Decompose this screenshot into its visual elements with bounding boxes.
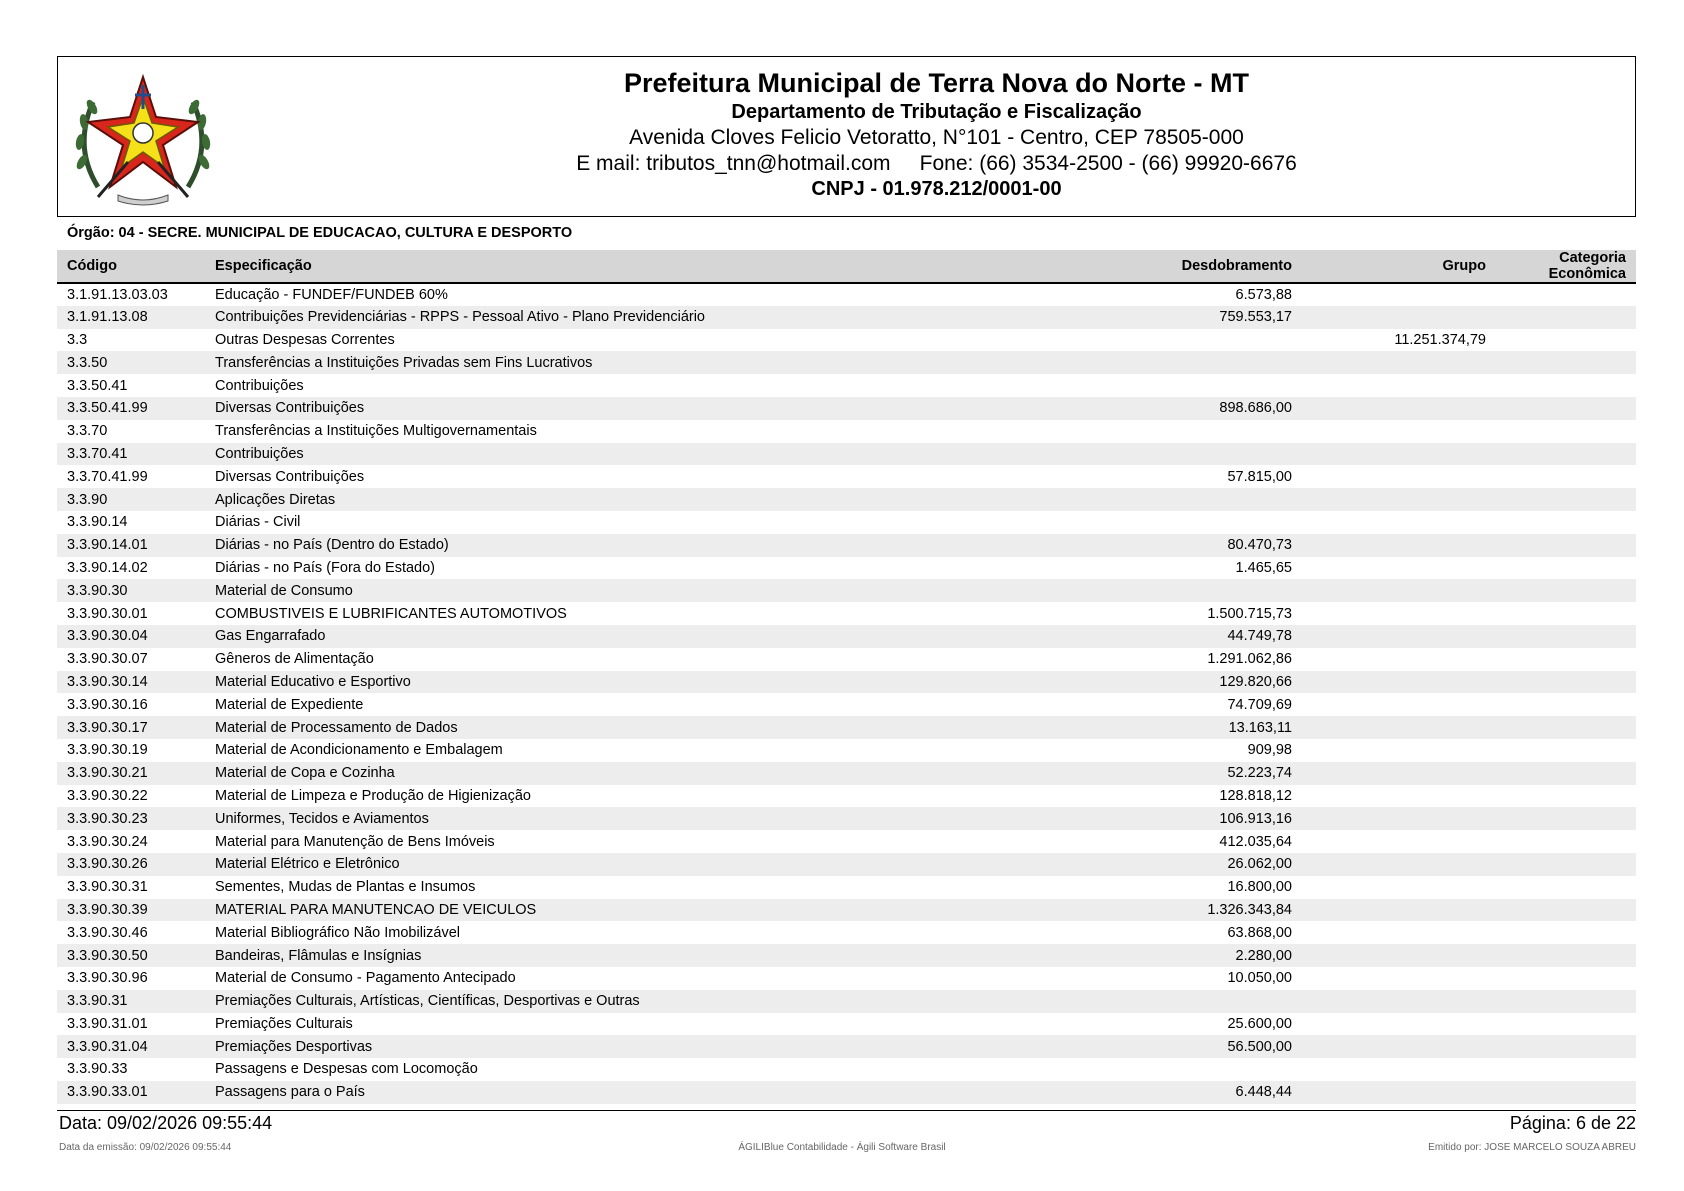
cell-especificacao: MATERIAL PARA MANUTENCAO DE VEICULOS <box>205 899 1107 922</box>
cell-codigo: 3.3 <box>67 331 88 348</box>
cell-codigo: 3.3.90.33 <box>67 1061 128 1078</box>
cell-desdobramento <box>1107 420 1302 443</box>
table-row <box>57 1081 1636 1104</box>
table-row <box>57 830 1636 853</box>
cell-codigo: 3.3.90.30.26 <box>57 853 205 876</box>
cell-codigo: 3.3.90.30.07 <box>67 651 148 668</box>
contact-line: E mail: tributos_tnn@hotmail.com Fone: (66) 3534-2500 - (66) 99920-6676 <box>576 152 1297 175</box>
cell-grupo <box>1302 420 1496 443</box>
cell-grupo <box>1302 1058 1496 1081</box>
table-row <box>57 739 1636 762</box>
cell-desdobramento: 13.163,11 <box>1107 716 1302 739</box>
software-credit: ÁGILIBlue Contabilidade - Ágili Software Brasil <box>738 1142 946 1153</box>
cell-codigo: 3.3.90.30.23 <box>57 807 205 830</box>
cell-codigo: 3.3.90.30.19 <box>67 742 148 759</box>
cell-desdobramento: 74.709,69 <box>1227 696 1292 713</box>
cell-desdobramento: 1.500.715,73 <box>1207 605 1292 622</box>
cell-categoria <box>1496 739 1636 762</box>
table-row <box>57 1013 1636 1036</box>
cnpj-line: CNPJ - 01.978.212/0001-00 <box>811 178 1062 200</box>
table-row <box>57 465 1636 488</box>
cell-grupo <box>1302 465 1496 488</box>
cell-grupo <box>1302 648 1496 671</box>
cell-grupo <box>1302 283 1496 306</box>
cell-especificacao: Premiações Culturais, Artísticas, Científicas, Desportivas e Outras <box>205 990 1107 1013</box>
cell-grupo <box>1302 671 1496 694</box>
cell-codigo: 3.3.50.41.99 <box>57 397 205 420</box>
cell-grupo <box>1302 876 1496 899</box>
cell-especificacao: Educação - FUNDEF/FUNDEB 60% <box>215 286 448 303</box>
cell-grupo <box>1302 762 1496 785</box>
table-row <box>57 443 1636 466</box>
cell-grupo <box>1302 397 1496 420</box>
cell-grupo <box>1302 693 1496 716</box>
cell-codigo: 3.3.90.30.01 <box>67 605 148 622</box>
cell-grupo <box>1302 351 1496 374</box>
cell-especificacao: Transferências a Instituições Multigovernamentais <box>215 423 537 440</box>
cell-categoria <box>1496 876 1636 899</box>
column-header-desdobramento: Desdobramento <box>1107 250 1302 283</box>
cell-grupo <box>1302 625 1496 648</box>
cell-grupo <box>1302 830 1496 853</box>
cell-grupo <box>1302 602 1496 625</box>
cell-especificacao: Gas Engarrafado <box>205 625 1107 648</box>
cell-codigo: 3.3.90.14 <box>67 514 128 531</box>
cell-categoria <box>1496 465 1636 488</box>
cell-especificacao: Material para Manutenção de Bens Imóveis <box>215 833 495 850</box>
cell-categoria <box>1496 648 1636 671</box>
table-row <box>57 397 1636 420</box>
table-row <box>57 693 1636 716</box>
cell-especificacao: Passagens para o País <box>205 1081 1107 1104</box>
cell-codigo: 3.3.90.30.16 <box>67 696 148 713</box>
cell-codigo: 3.3.90.33.01 <box>57 1081 205 1104</box>
cell-especificacao: COMBUSTIVEIS E LUBRIFICANTES AUTOMOTIVOS <box>215 605 567 622</box>
table-row <box>57 807 1636 830</box>
cell-codigo: 3.3.90.30.04 <box>57 625 205 648</box>
cell-categoria <box>1496 534 1636 557</box>
cell-desdobramento: 129.820,66 <box>1107 671 1302 694</box>
table-row <box>57 420 1636 443</box>
cell-especificacao: Contribuições <box>215 377 304 394</box>
cell-categoria <box>1496 397 1636 420</box>
table-row <box>57 579 1636 602</box>
cell-grupo <box>1302 921 1496 944</box>
cell-codigo: 3.1.91.13.08 <box>57 306 205 329</box>
cell-grupo <box>1302 990 1496 1013</box>
table-header-row <box>57 250 1636 283</box>
cell-categoria <box>1496 351 1636 374</box>
table-row <box>57 602 1636 625</box>
cell-categoria <box>1496 830 1636 853</box>
cell-especificacao: Outras Despesas Correntes <box>215 331 395 348</box>
table-row <box>57 1035 1636 1058</box>
cell-categoria <box>1496 1058 1636 1081</box>
cell-codigo: 3.3.90.31.01 <box>67 1015 148 1032</box>
cell-codigo: 3.3.90.30.21 <box>57 762 205 785</box>
cell-desdobramento: 80.470,73 <box>1107 534 1302 557</box>
cell-desdobramento: 16.800,00 <box>1227 879 1292 896</box>
cell-especificacao: Diárias - no País (Dentro do Estado) <box>205 534 1107 557</box>
cell-categoria <box>1496 899 1636 922</box>
cell-grupo <box>1302 557 1496 580</box>
table-row <box>57 488 1636 511</box>
cell-grupo <box>1302 739 1496 762</box>
cell-desdobramento <box>1107 990 1302 1013</box>
report-header <box>57 56 1636 217</box>
cell-grupo <box>1302 944 1496 967</box>
cell-categoria <box>1496 511 1636 534</box>
cell-grupo <box>1302 899 1496 922</box>
cell-especificacao: Premiações Culturais <box>215 1015 353 1032</box>
footer-date: Data: 09/02/2026 09:55:44 <box>59 1113 273 1133</box>
cell-categoria <box>1496 944 1636 967</box>
cell-codigo: 3.3.50 <box>57 351 205 374</box>
cell-especificacao: Material de Limpeza e Produção de Higienização <box>215 787 531 804</box>
cell-grupo <box>1302 306 1496 329</box>
table-row <box>57 671 1636 694</box>
table-row <box>57 899 1636 922</box>
cell-categoria <box>1496 716 1636 739</box>
table-row <box>57 944 1636 967</box>
cell-codigo: 3.3.70.41.99 <box>67 468 148 485</box>
cell-desdobramento: 128.818,12 <box>1219 787 1292 804</box>
table-row <box>57 329 1636 352</box>
cell-desdobramento <box>1107 579 1302 602</box>
cell-especificacao: Material de Consumo - Pagamento Antecipado <box>215 970 516 987</box>
cell-grupo <box>1302 511 1496 534</box>
cell-especificacao: Diversas Contribuições <box>215 468 365 485</box>
municipal-coat-of-arms-icon <box>68 67 218 207</box>
cell-categoria <box>1496 671 1636 694</box>
cell-desdobramento: 909,98 <box>1247 742 1292 759</box>
cell-desdobramento: 6.573,88 <box>1235 286 1292 303</box>
cell-grupo <box>1302 1013 1496 1036</box>
table-row <box>57 283 1636 306</box>
cell-codigo: 3.3.90.31 <box>57 990 205 1013</box>
cell-codigo: 3.3.90.30.50 <box>57 944 205 967</box>
cell-grupo <box>1302 443 1496 466</box>
cell-codigo: 3.3.90.30.17 <box>57 716 205 739</box>
cell-categoria <box>1496 967 1636 990</box>
page-number: Página: 6 de 22 <box>1509 1113 1636 1133</box>
cell-desdobramento: 1.465,65 <box>1235 559 1292 576</box>
cell-especificacao: Bandeiras, Flâmulas e Insígnias <box>205 944 1107 967</box>
cell-categoria <box>1496 443 1636 466</box>
page-title: Prefeitura Municipal de Terra Nova do Norte - MT <box>623 68 1250 98</box>
cell-grupo <box>1302 1081 1496 1104</box>
cell-codigo: 3.3.90.31.04 <box>57 1035 205 1058</box>
cell-desdobramento: 63.868,00 <box>1227 924 1292 941</box>
cell-categoria <box>1496 921 1636 944</box>
cell-grupo <box>1302 534 1496 557</box>
cell-codigo: 3.3.90.30.96 <box>67 970 148 987</box>
cell-desdobramento: 6.448,44 <box>1107 1081 1302 1104</box>
expense-table <box>57 250 1636 1104</box>
cell-categoria <box>1496 853 1636 876</box>
table-row <box>57 967 1636 990</box>
cell-grupo <box>1302 579 1496 602</box>
cell-desdobramento <box>1107 329 1302 352</box>
cell-categoria <box>1496 807 1636 830</box>
cell-especificacao: Contribuições Previdenciárias - RPPS - Pessoal Ativo - Plano Previdenciário <box>205 306 1107 329</box>
cell-especificacao: Contribuições <box>205 443 1107 466</box>
cell-especificacao: Material Bibliográfico Não Imobilizável <box>215 924 460 941</box>
cell-especificacao: Passagens e Despesas com Locomoção <box>215 1061 478 1078</box>
cell-desdobramento: 412.035,64 <box>1219 833 1292 850</box>
cell-desdobramento: 26.062,00 <box>1107 853 1302 876</box>
cell-codigo: 3.3.70.41 <box>57 443 205 466</box>
table-row <box>57 374 1636 397</box>
department-name: Departamento de Tributação e Fiscalização <box>731 101 1142 123</box>
cell-desdobramento: 1.291.062,86 <box>1207 651 1292 668</box>
cell-codigo: 3.3.90.14.02 <box>67 559 148 576</box>
table-row <box>57 511 1636 534</box>
table-row <box>57 716 1636 739</box>
cell-especificacao: Aplicações Diretas <box>205 488 1107 511</box>
cell-codigo: 3.3.90.30.31 <box>67 879 148 896</box>
cell-especificacao: Material de Expediente <box>215 696 364 713</box>
cell-categoria <box>1496 625 1636 648</box>
header-text-block <box>238 67 1635 202</box>
table-row <box>57 990 1636 1013</box>
orgao-label: Órgão: 04 - SECRE. MUNICIPAL DE EDUCACAO, CULTURA E DESPORTO <box>67 225 573 241</box>
cell-especificacao: Material de Copa e Cozinha <box>205 762 1107 785</box>
cell-desdobramento <box>1107 443 1302 466</box>
cell-categoria <box>1496 1013 1636 1036</box>
cell-grupo <box>1302 807 1496 830</box>
table-row <box>57 762 1636 785</box>
column-header-codigo: Código <box>57 250 205 283</box>
cell-especificacao: Diversas Contribuições <box>205 397 1107 420</box>
cell-desdobramento: 106.913,16 <box>1107 807 1302 830</box>
cell-codigo: 3.3.90.30.14 <box>57 671 205 694</box>
column-header-categoria: Categoria Econômica <box>1496 250 1636 283</box>
cell-especificacao: Diárias - Civil <box>215 514 301 531</box>
cell-especificacao: Transferências a Instituições Privadas sem Fins Lucrativos <box>205 351 1107 374</box>
table-row <box>57 1058 1636 1081</box>
cell-desdobramento <box>1107 511 1302 534</box>
cell-desdobramento: 57.815,00 <box>1227 468 1292 485</box>
cell-especificacao: Sementes, Mudas de Plantas e Insumos <box>215 879 476 896</box>
cell-codigo: 3.1.91.13.03.03 <box>67 286 168 303</box>
column-header-grupo: Grupo <box>1302 250 1496 283</box>
cell-categoria <box>1496 306 1636 329</box>
address-line: Avenida Cloves Felicio Vetoratto, N°101 - Centro, CEP 78505-000 <box>629 126 1244 149</box>
cell-categoria <box>1496 329 1636 352</box>
cell-codigo: 3.3.50.41 <box>67 377 128 394</box>
cell-especificacao: Material Educativo e Esportivo <box>205 671 1107 694</box>
cell-desdobramento: 2.280,00 <box>1107 944 1302 967</box>
cell-categoria <box>1496 785 1636 808</box>
cell-desdobramento <box>1107 351 1302 374</box>
cell-categoria <box>1496 602 1636 625</box>
cell-codigo: 3.3.90.30.22 <box>67 787 148 804</box>
cell-especificacao: Premiações Desportivas <box>205 1035 1107 1058</box>
cell-grupo <box>1302 853 1496 876</box>
cell-categoria <box>1496 283 1636 306</box>
table-row <box>57 785 1636 808</box>
cell-codigo: 3.3.90.30.39 <box>57 899 205 922</box>
cell-desdobramento: 44.749,78 <box>1107 625 1302 648</box>
cell-desdobramento: 56.500,00 <box>1107 1035 1302 1058</box>
cell-categoria <box>1496 579 1636 602</box>
cell-desdobramento <box>1107 1058 1302 1081</box>
cell-categoria <box>1496 488 1636 511</box>
cell-categoria <box>1496 420 1636 443</box>
cell-especificacao: Material de Consumo <box>205 579 1107 602</box>
cell-desdobramento: 1.326.343,84 <box>1107 899 1302 922</box>
cell-especificacao: Uniformes, Tecidos e Aviamentos <box>205 807 1107 830</box>
cell-especificacao: Diárias - no País (Fora do Estado) <box>215 559 436 576</box>
table-row <box>57 648 1636 671</box>
cell-desdobramento: 52.223,74 <box>1107 762 1302 785</box>
cell-desdobramento: 898.686,00 <box>1107 397 1302 420</box>
footer-divider <box>57 1110 1636 1111</box>
cell-desdobramento <box>1107 488 1302 511</box>
cell-categoria <box>1496 557 1636 580</box>
cell-categoria <box>1496 693 1636 716</box>
cell-codigo: 3.3.90.30.24 <box>67 833 148 850</box>
issued-by: Emitido por: JOSE MARCELO SOUZA ABREU <box>1428 1142 1636 1153</box>
cell-grupo <box>1302 1035 1496 1058</box>
table-row <box>57 876 1636 899</box>
emission-date: Data da emissão: 09/02/2026 09:55:44 <box>59 1142 232 1153</box>
cell-grupo <box>1302 374 1496 397</box>
cell-grupo <box>1302 716 1496 739</box>
cell-especificacao: Material de Acondicionamento e Embalagem <box>215 742 503 759</box>
cell-desdobramento: 10.050,00 <box>1227 970 1292 987</box>
cell-grupo <box>1302 488 1496 511</box>
cell-codigo: 3.3.90.30.46 <box>67 924 148 941</box>
cell-desdobramento <box>1107 374 1302 397</box>
cell-codigo: 3.3.90.14.01 <box>57 534 205 557</box>
table-row <box>57 534 1636 557</box>
table-row <box>57 921 1636 944</box>
cell-codigo: 3.3.90.30 <box>57 579 205 602</box>
cell-desdobramento: 25.600,00 <box>1227 1015 1292 1032</box>
cell-grupo <box>1302 967 1496 990</box>
cell-codigo: 3.3.90 <box>57 488 205 511</box>
column-header-especificacao: Especificação <box>205 250 1107 283</box>
cell-categoria <box>1496 374 1636 397</box>
cell-categoria <box>1496 762 1636 785</box>
cell-categoria <box>1496 1035 1636 1058</box>
cell-especificacao: Material de Processamento de Dados <box>205 716 1107 739</box>
cell-desdobramento: 759.553,17 <box>1107 306 1302 329</box>
cell-grupo <box>1302 785 1496 808</box>
cell-categoria <box>1496 1081 1636 1104</box>
cell-codigo: 3.3.70 <box>67 423 108 440</box>
cell-categoria <box>1496 990 1636 1013</box>
table-row <box>57 557 1636 580</box>
table-row <box>57 853 1636 876</box>
cell-grupo: 11.251.374,79 <box>1394 331 1486 348</box>
table-row <box>57 351 1636 374</box>
cell-especificacao: Gêneros de Alimentação <box>215 651 374 668</box>
cell-especificacao: Material Elétrico e Eletrônico <box>205 853 1107 876</box>
table-row <box>57 306 1636 329</box>
table-row <box>57 625 1636 648</box>
